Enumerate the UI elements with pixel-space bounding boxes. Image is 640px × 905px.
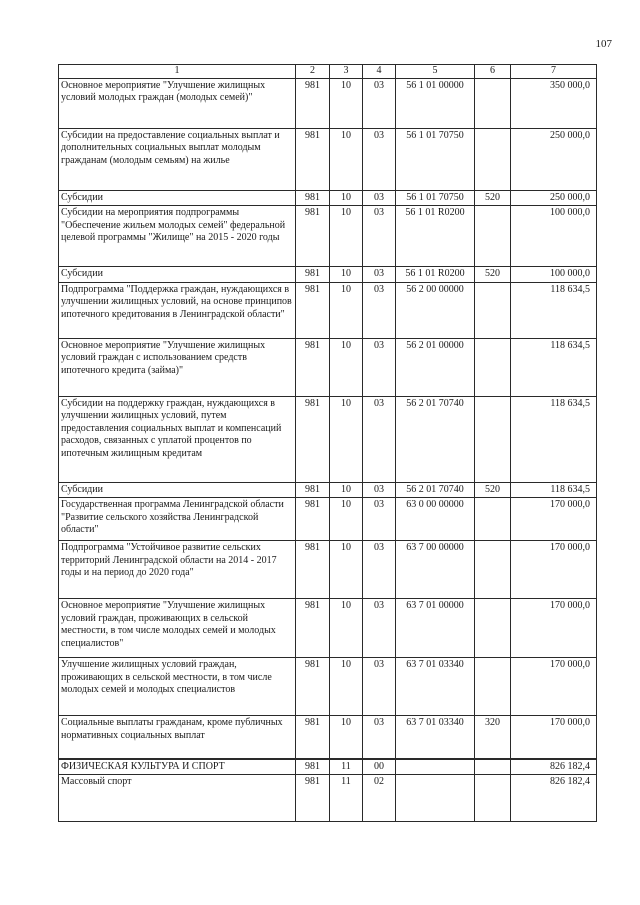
- row-target: 63 7 01 00000: [396, 599, 475, 658]
- row-subsection: 03: [363, 282, 396, 338]
- row-subsection: 03: [363, 206, 396, 267]
- row-code: 981: [296, 716, 330, 759]
- row-name: Государственная программа Ленинградской области "Развитие сельского хозяйства Ленинградской области": [59, 498, 296, 541]
- row-expense: [475, 282, 511, 338]
- row-target: 63 7 01 03340: [396, 658, 475, 716]
- row-target: [396, 775, 475, 822]
- column-header: 4: [363, 65, 396, 79]
- row-expense: [475, 206, 511, 267]
- row-name: Улучшение жилищных условий граждан, проживающих в сельской местности, в том числе молодых семей и молодых специалистов: [59, 658, 296, 716]
- table-row: [59, 206, 597, 267]
- row-target: 56 2 01 70740: [396, 482, 475, 498]
- row-subsection: 03: [363, 396, 396, 482]
- row-section: 10: [330, 282, 363, 338]
- row-section: 10: [330, 498, 363, 541]
- row-amount: 350 000,0: [511, 78, 597, 128]
- row-subsection: 03: [363, 190, 396, 206]
- row-name: Социальные выплаты гражданам, кроме публичных нормативных социальных выплат: [59, 716, 296, 759]
- column-header: 7: [511, 65, 597, 79]
- row-code: 981: [296, 282, 330, 338]
- page-number: 107: [595, 38, 612, 50]
- row-subsection: 00: [363, 759, 396, 775]
- row-target: 63 0 00 00000: [396, 498, 475, 541]
- row-amount: 250 000,0: [511, 190, 597, 206]
- row-expense: [475, 759, 511, 775]
- row-expense: [475, 128, 511, 190]
- row-amount: 170 000,0: [511, 599, 597, 658]
- row-name: ФИЗИЧЕСКАЯ КУЛЬТУРА И СПОРТ: [59, 759, 296, 775]
- row-amount: 170 000,0: [511, 541, 597, 599]
- row-name: Субсидии: [59, 267, 296, 283]
- row-amount: 170 000,0: [511, 498, 597, 541]
- row-name: Основное мероприятие "Улучшение жилищных условий молодых граждан (молодых семей)": [59, 78, 296, 128]
- row-subsection: 03: [363, 716, 396, 759]
- row-target: 56 1 01 R0200: [396, 267, 475, 283]
- table-row: [59, 78, 597, 128]
- row-code: 981: [296, 128, 330, 190]
- row-section: 10: [330, 482, 363, 498]
- table-row: [59, 128, 597, 190]
- row-section: 11: [330, 775, 363, 822]
- column-header: 3: [330, 65, 363, 79]
- row-amount: 118 634,5: [511, 396, 597, 482]
- table-row: [59, 716, 597, 759]
- row-name: Основное мероприятие "Улучшение жилищных условий граждан с использованием средств ипотечного кредита (займа)": [59, 338, 296, 396]
- column-header: 5: [396, 65, 475, 79]
- row-target: 63 7 00 00000: [396, 541, 475, 599]
- row-code: 981: [296, 658, 330, 716]
- row-amount: 100 000,0: [511, 206, 597, 267]
- column-header: 2: [296, 65, 330, 79]
- row-amount: 118 634,5: [511, 282, 597, 338]
- row-name: Массовый спорт: [59, 775, 296, 822]
- row-subsection: 03: [363, 658, 396, 716]
- row-name: Основное мероприятие "Улучшение жилищных условий граждан, проживающих в сельской местности, в том числе молодых семей и молодых специалистов": [59, 599, 296, 658]
- row-subsection: 03: [363, 541, 396, 599]
- column-header: 1: [59, 65, 296, 79]
- row-name: Субсидии на поддержку граждан, нуждающихся в улучшении жилищных условий, путем предоставления социальных выплат и компенсаций расходов, связанных с уплатой процентов по ипотечным жилищным кредитам: [59, 396, 296, 482]
- table-row: [59, 282, 597, 338]
- row-expense: [475, 396, 511, 482]
- table-row: [59, 541, 597, 599]
- row-expense: 320: [475, 716, 511, 759]
- column-header: 6: [475, 65, 511, 79]
- row-section: 10: [330, 396, 363, 482]
- row-subsection: 02: [363, 775, 396, 822]
- row-section: 10: [330, 206, 363, 267]
- row-code: 981: [296, 190, 330, 206]
- row-amount: 250 000,0: [511, 128, 597, 190]
- row-code: 981: [296, 396, 330, 482]
- row-amount: 170 000,0: [511, 658, 597, 716]
- row-amount: 170 000,0: [511, 716, 597, 759]
- row-section: 10: [330, 267, 363, 283]
- row-code: 981: [296, 599, 330, 658]
- row-amount: 826 182,4: [511, 775, 597, 822]
- row-target: 56 2 01 70740: [396, 396, 475, 482]
- row-target: 56 2 00 00000: [396, 282, 475, 338]
- row-target: 56 1 01 70750: [396, 190, 475, 206]
- row-section: 11: [330, 759, 363, 775]
- row-amount: 118 634,5: [511, 482, 597, 498]
- row-section: 10: [330, 599, 363, 658]
- row-section: 10: [330, 658, 363, 716]
- table-row: [59, 599, 597, 658]
- row-name: Подпрограмма "Устойчивое развитие сельских территорий Ленинградской области на 2014 - 2017 годы и на период до 2020 года": [59, 541, 296, 599]
- row-name: Субсидии на мероприятия подпрограммы "Обеспечение жильем молодых семей" федеральной целевой программы "Жилище" на 2015 - 2020 годы: [59, 206, 296, 267]
- row-expense: 520: [475, 190, 511, 206]
- row-code: 981: [296, 267, 330, 283]
- table-row: [59, 338, 597, 396]
- row-expense: 520: [475, 267, 511, 283]
- row-code: 981: [296, 498, 330, 541]
- row-target: 63 7 01 03340: [396, 716, 475, 759]
- row-amount: 118 634,5: [511, 338, 597, 396]
- table-row: [59, 775, 597, 822]
- budget-table: [58, 64, 597, 822]
- row-expense: 520: [475, 482, 511, 498]
- row-subsection: 03: [363, 338, 396, 396]
- table-row: [59, 190, 597, 206]
- row-name: Субсидии на предоставление социальных выплат и дополнительных социальных выплат молодым гражданам (молодым семьям) на жилье: [59, 128, 296, 190]
- row-code: 981: [296, 759, 330, 775]
- header-row: [59, 65, 597, 79]
- row-section: 10: [330, 128, 363, 190]
- row-subsection: 03: [363, 78, 396, 128]
- row-target: [396, 759, 475, 775]
- row-target: 56 1 01 70750: [396, 128, 475, 190]
- row-code: 981: [296, 206, 330, 267]
- row-amount: 826 182,4: [511, 759, 597, 775]
- row-name: Субсидии: [59, 190, 296, 206]
- row-name: Подпрограмма "Поддержка граждан, нуждающихся в улучшении жилищных условий, на основе принципов ипотечного кредитования в Ленинградской области": [59, 282, 296, 338]
- table-row: [59, 482, 597, 498]
- row-expense: [475, 78, 511, 128]
- row-amount: 100 000,0: [511, 267, 597, 283]
- row-section: 10: [330, 338, 363, 396]
- row-code: 981: [296, 775, 330, 822]
- row-section: 10: [330, 78, 363, 128]
- row-section: 10: [330, 541, 363, 599]
- table-row: [59, 498, 597, 541]
- row-code: 981: [296, 482, 330, 498]
- row-expense: [475, 658, 511, 716]
- table-row: [59, 396, 597, 482]
- row-expense: [475, 498, 511, 541]
- row-section: 10: [330, 190, 363, 206]
- row-subsection: 03: [363, 128, 396, 190]
- row-target: 56 1 01 R0200: [396, 206, 475, 267]
- row-subsection: 03: [363, 267, 396, 283]
- row-subsection: 03: [363, 599, 396, 658]
- row-target: 56 1 01 00000: [396, 78, 475, 128]
- row-target: 56 2 01 00000: [396, 338, 475, 396]
- table-row: [59, 759, 597, 775]
- row-section: 10: [330, 716, 363, 759]
- row-name: Субсидии: [59, 482, 296, 498]
- row-expense: [475, 338, 511, 396]
- row-code: 981: [296, 78, 330, 128]
- row-expense: [475, 599, 511, 658]
- row-subsection: 03: [363, 482, 396, 498]
- row-code: 981: [296, 541, 330, 599]
- row-expense: [475, 775, 511, 822]
- row-subsection: 03: [363, 498, 396, 541]
- table-row: [59, 658, 597, 716]
- table-row: [59, 267, 597, 283]
- row-expense: [475, 541, 511, 599]
- row-code: 981: [296, 338, 330, 396]
